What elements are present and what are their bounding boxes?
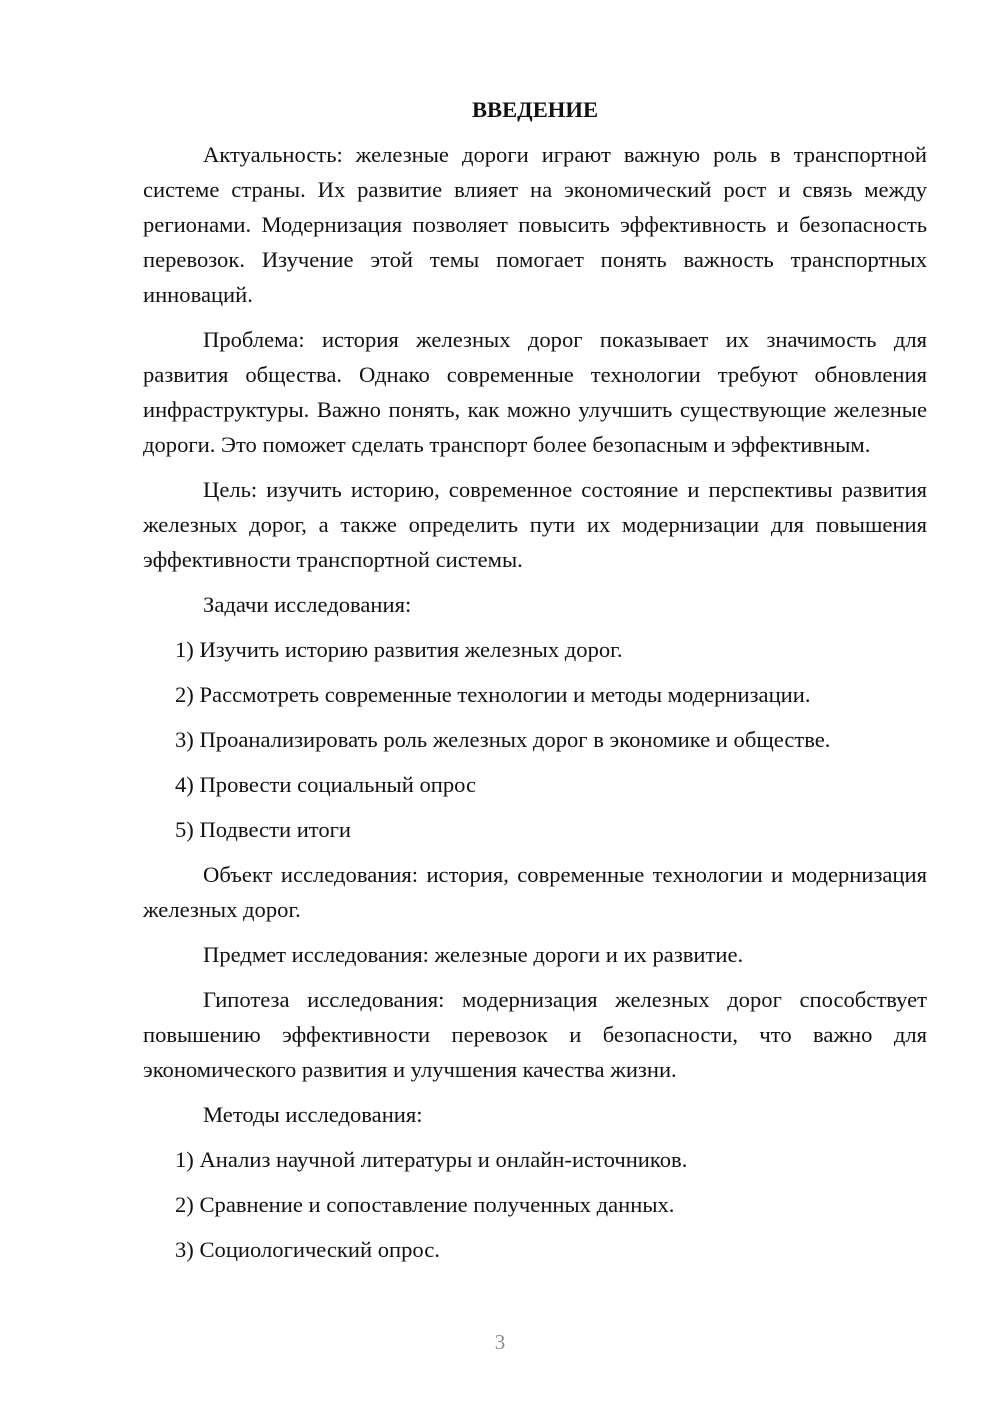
methods-list <box>143 1142 927 1267</box>
list-item: 3) Социологический опрос. <box>175 1237 440 1262</box>
methods-heading: Методы исследования: <box>203 1102 423 1127</box>
list-item: 1) Анализ научной литературы и онлайн-источников. <box>175 1147 688 1172</box>
paragraph-problem: Проблема: история железных дорог показывает их значимость для развития общества. Однако современные технологии требуют обновления инфраструктуры. Важно понять, как можно улучшить существующие железные дороги. Это поможет сделать транспорт более безопасным и эффективным. <box>143 327 927 457</box>
tasks-list <box>143 632 927 847</box>
paragraph-hypothesis: Гипотеза исследования: модернизация железных дорог способствует повышению эффективности перевозок и безопасности, что важно для экономического развития и улучшения качества жизни. <box>143 987 927 1082</box>
list-item: 4) Провести социальный опрос <box>175 772 477 797</box>
list-item: 3) Проанализировать роль железных дорог в экономике и обществе. <box>175 727 831 752</box>
paragraph-goal: Цель: изучить историю, современное состояние и перспективы развития железных дорог, а также определить пути их модернизации для повышения эффективности транспортной системы. <box>143 477 927 572</box>
tasks-heading: Задачи исследования: <box>203 592 412 617</box>
list-item: 2) Сравнение и сопоставление полученных данных. <box>175 1192 675 1217</box>
list-item: 5) Подвести итоги <box>175 817 352 842</box>
paragraph-relevance: Актуальность: железные дороги играют важную роль в транспортной системе страны. Их развитие влияет на экономический рост и связь между регионами. Модернизация позволяет повысить эффективность и безопасность перевозок. Изучение этой темы помогает понять важность транспортных инноваций. <box>143 142 927 307</box>
section-title: ВВЕДЕНИЕ <box>471 97 599 122</box>
paragraph-object: Объект исследования: история, современные технологии и модернизация железных дорог. <box>143 862 927 922</box>
page-number: 3 <box>494 1330 506 1354</box>
paragraph-subject: Предмет исследования: железные дороги и их развитие. <box>203 942 744 967</box>
list-item: 1) Изучить историю развития железных дорог. <box>175 637 623 662</box>
list-item: 2) Рассмотреть современные технологии и методы модернизации. <box>175 682 811 707</box>
document-page <box>143 92 927 1277</box>
